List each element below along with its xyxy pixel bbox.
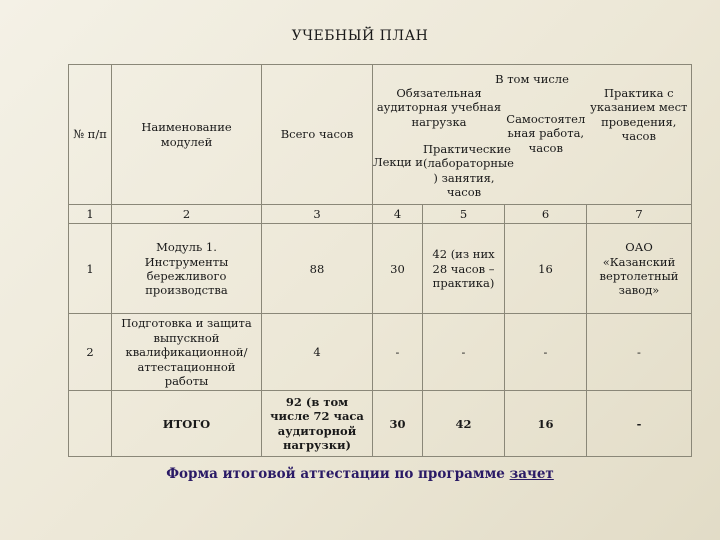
table-row <box>69 224 692 314</box>
attestation-form-value: зачет <box>509 466 554 482</box>
col-number: 4 <box>373 205 423 224</box>
total-independent: 16 <box>505 391 587 457</box>
header-including-label: В том числе <box>495 71 569 86</box>
total-lectures: 30 <box>373 391 423 457</box>
row-total: 88 <box>262 224 373 314</box>
header-lectures: Лекци и <box>373 155 423 169</box>
header-including <box>373 65 692 205</box>
col-number: 2 <box>112 205 262 224</box>
row-independent: - <box>505 314 587 391</box>
total-hours: 92 (в том числе 72 часа аудиторной нагрузки) <box>262 391 373 457</box>
row-independent: 16 <box>505 224 587 314</box>
row-practical: 42 (из них 28 часов – практика) <box>423 224 505 314</box>
total-num-empty <box>69 391 112 457</box>
attestation-form <box>0 466 720 482</box>
header-mandatory-group <box>373 85 514 200</box>
col-number: 6 <box>505 205 587 224</box>
col-number: 7 <box>587 205 692 224</box>
row-num: 1 <box>69 224 112 314</box>
page-title: УЧЕБНЫЙ ПЛАН <box>291 28 429 44</box>
total-label: ИТОГО <box>112 391 262 457</box>
header-practice: Практика с указанием мест проведения, часов <box>590 85 688 143</box>
row-lectures: - <box>373 314 423 391</box>
row-practice: ОАО «Казанский вертолетный завод» <box>587 224 692 314</box>
curriculum-table <box>68 64 692 457</box>
col-number: 3 <box>262 205 373 224</box>
header-name: Наименование модулей <box>112 65 262 205</box>
row-practical: - <box>423 314 505 391</box>
table-row <box>69 314 692 391</box>
row-num: 2 <box>69 314 112 391</box>
header-total: Всего часов <box>262 65 373 205</box>
header-independent: Самостоятел ьная работа, часов <box>506 111 586 155</box>
col-number: 1 <box>69 205 112 224</box>
row-name: Подготовка и защита выпускной квалификационной/ аттестационной работы <box>112 314 262 391</box>
header-practical: Практические (лабораторные ) занятия, часов <box>423 142 514 200</box>
row-total: 4 <box>262 314 373 391</box>
col-number: 5 <box>423 205 505 224</box>
attestation-form-text: Форма итоговой аттестации по программе <box>166 466 510 482</box>
row-practice: - <box>587 314 692 391</box>
total-row <box>69 391 692 457</box>
row-lectures: 30 <box>373 224 423 314</box>
total-practice: - <box>587 391 692 457</box>
row-name: Модуль 1. Инструменты бережливого производства <box>112 224 262 314</box>
header-num: № п/п <box>69 65 112 205</box>
total-practical: 42 <box>423 391 505 457</box>
header-mandatory: Обязательная аудиторная учебная нагрузка <box>376 85 502 129</box>
